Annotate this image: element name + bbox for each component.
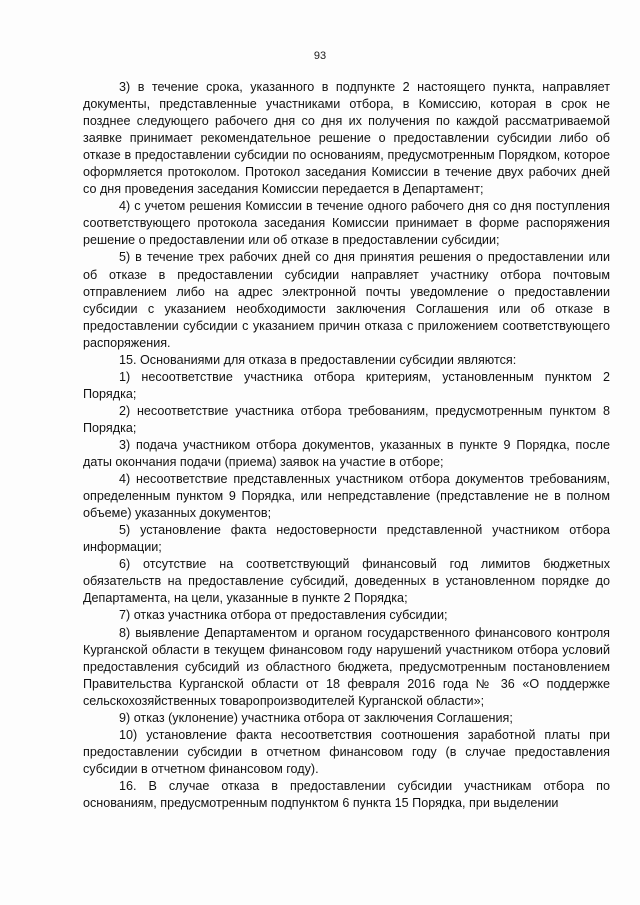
paragraph-ground-1: 1) несоответствие участника отбора критериям, установленным пунктом 2 Порядка; [83, 369, 610, 401]
paragraph-ground-10: 10) установление факта несоответствия соотношения заработной платы при предоставлении субсидии в отчетном финансовом году (в случае предоставления субсидии в отчетном финансовом году). [83, 727, 610, 776]
document-body [83, 79, 610, 812]
paragraph-ground-7: 7) отказ участника отбора от предоставления субсидии; [119, 608, 448, 623]
paragraph-sub-4: 4) с учетом решения Комиссии в течение одного рабочего дня со дня поступления соответствующего протокола заседания Комиссии принимает в форме распоряжения решение о предоставлении или об отказе в предоставлении субсидии; [83, 199, 610, 248]
paragraph-ground-4: 4) несоответствие представленных участником отбора документов требованиям, определенным пунктом 9 Порядка, или непредставление (представление не в полном объеме) указанных документов; [83, 472, 610, 521]
page-number: 93 [313, 50, 327, 62]
paragraph-ground-6: 6) отсутствие на соответствующий финансовый год лимитов бюджетных обязательств на предоставление субсидий, доведенных в установленном порядке до Департамента, на цели, указанные в пункте 2 Порядка; [83, 557, 610, 606]
paragraph-ground-8: 8) выявление Департаментом и органом государственного финансового контроля Курганской области в текущем финансовом году нарушений участником отбора условий предоставления субсидий из областного бюджета, предусмотренным постановлением Правительства Курганской области от 18 февраля 2016 года № 36 «О поддержке сельскохозяйственных товаропроизводителей Курганской области»; [83, 625, 610, 708]
paragraph-sub-5: 5) в течение трех рабочих дней со дня принятия решения о предоставлении или об отказе в предоставлении субсидии направляет участнику отбора почтовым отправлением либо на адрес электронной почты уведомление о предоставлении субсидии с указанием необходимости заключения Соглашения или об отказе в предоставлении субсидии с указанием причин отказа с приложением соответствующего распоряжения. [83, 250, 610, 350]
paragraph-sub-3: 3) в течение срока, указанного в подпункте 2 настоящего пункта, направляет документы, представленные участниками отбора, в Комиссию, которая в срок не позднее следующего рабочего дня со дня их получения по каждой рассматриваемой заявке принимает рекомендательное решение о предоставлении субсидии либо об отказе в предоставлении субсидии по основаниям, предусмотренным Порядком, которое оформляется протоколом. Протокол заседания Комиссии в течение двух рабочих дней со дня проведения заседания Комиссии передается в Департамент; [83, 80, 610, 197]
paragraph-ground-3: 3) подача участником отбора документов, указанных в пункте 9 Порядка, после даты окончания подачи (приема) заявок на участие в отборе; [83, 437, 610, 470]
paragraph-ground-5: 5) установление факта недостоверности представленной участником отбора информации; [83, 523, 610, 555]
paragraph-ground-9: 9) отказ (уклонение) участника отбора от заключения Соглашения; [119, 710, 513, 725]
paragraph-clause-16: 16. В случае отказа в предоставлении субсидии участникам отбора по основаниям, предусмотренным подпунктом 6 пункта 15 Порядка, при выделении [83, 778, 610, 810]
paragraph-clause-15: 15. Основаниями для отказа в предоставлении субсидии являются: [119, 352, 517, 367]
paragraph-ground-2: 2) несоответствие участника отбора требованиям, предусмотренным пунктом 8 Порядка; [83, 403, 610, 435]
